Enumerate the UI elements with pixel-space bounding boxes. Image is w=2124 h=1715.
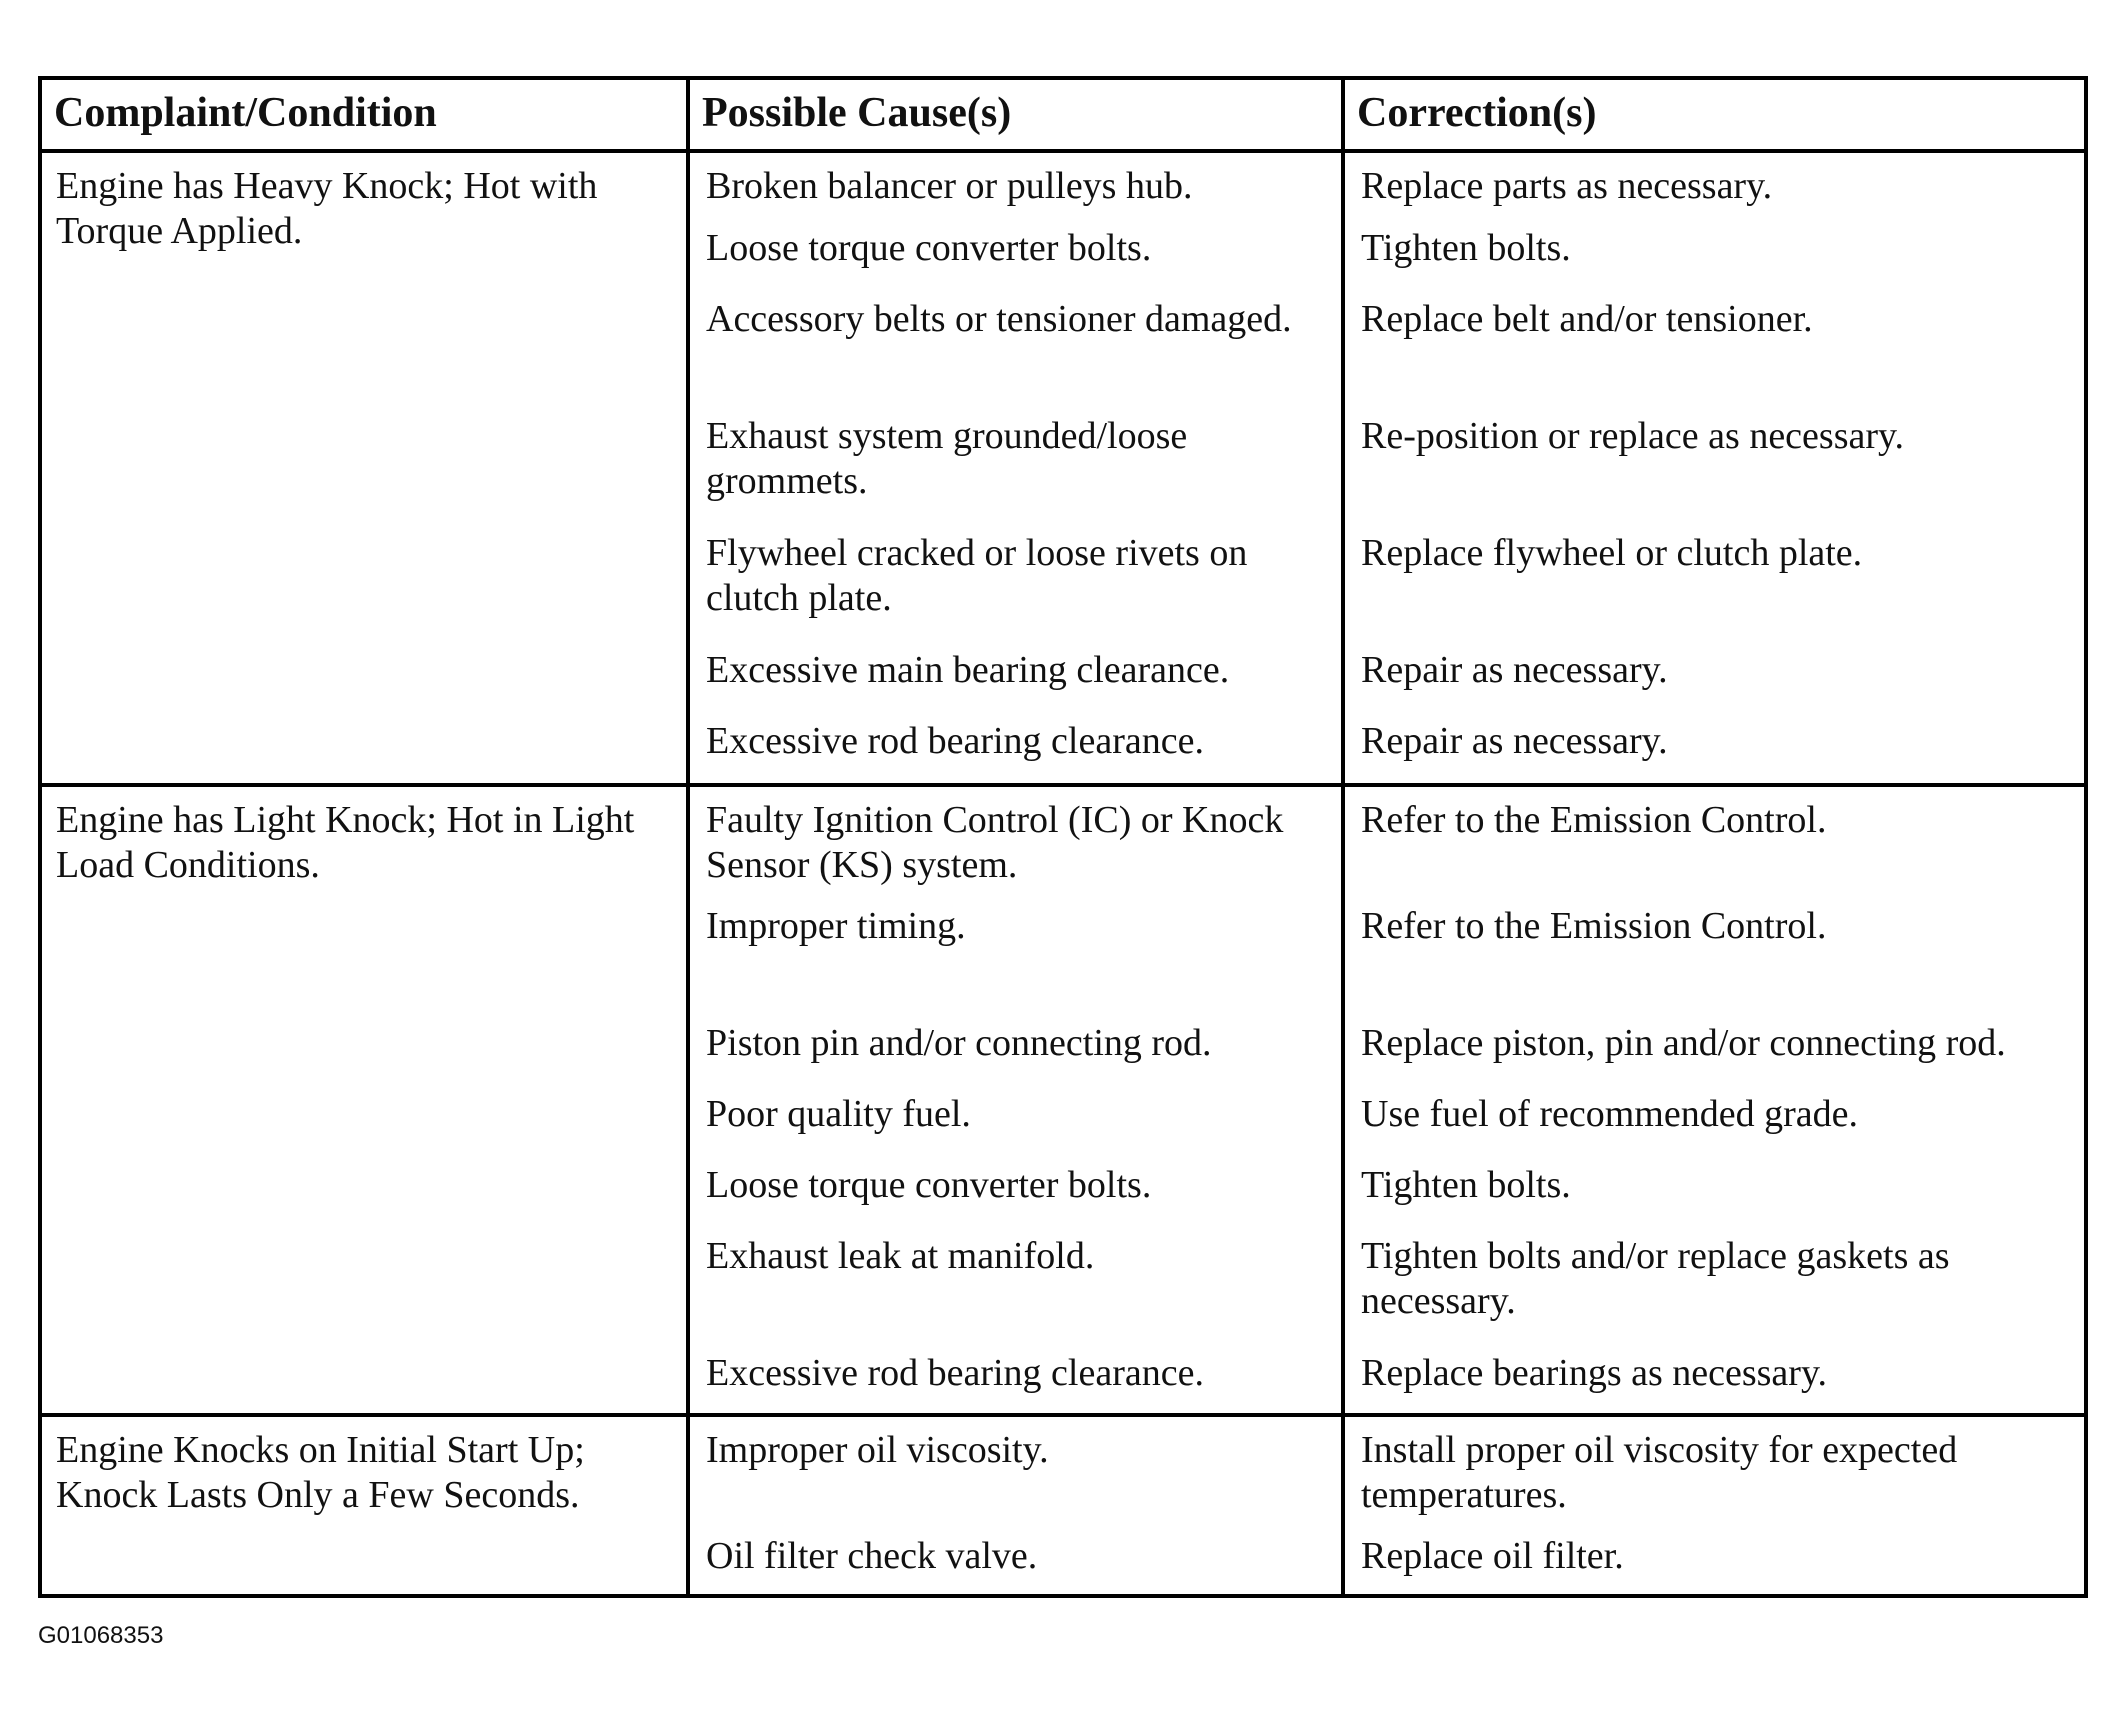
troubleshooting-table: [38, 76, 2088, 1598]
correction-cell: [1345, 153, 2084, 787]
correction-item: Repair as necessary.: [1361, 720, 1668, 762]
cause-item: Accessory belts or tensioner damaged.: [706, 298, 1292, 340]
cause-item: Excessive rod bearing clearance.: [706, 1352, 1204, 1394]
correction-item: Tighten bolts.: [1361, 1164, 1571, 1206]
correction-cell: [1345, 787, 2084, 1417]
cause-item: Exhaust leak at manifold.: [706, 1235, 1095, 1277]
cause-item: Faulty Ignition Control (IC) or Knock Sensor (KS) system.: [706, 799, 1293, 886]
correction-item: Replace parts as necessary.: [1361, 165, 1773, 207]
correction-item: Replace oil filter.: [1361, 1535, 1624, 1577]
correction-item: Install proper oil viscosity for expected temperatures.: [1361, 1429, 1967, 1516]
cause-item: Flywheel cracked or loose rivets on clutch plate.: [706, 532, 1257, 619]
correction-cell: [1345, 1417, 2084, 1594]
cause-item: Excessive rod bearing clearance.: [706, 720, 1204, 762]
cause-item: Piston pin and/or connecting rod.: [706, 1022, 1212, 1064]
cause-item: Oil filter check valve.: [706, 1535, 1038, 1577]
condition-cell: Engine has Light Knock; Hot in Light Load Conditions.: [42, 787, 690, 1417]
cause-item: Poor quality fuel.: [706, 1093, 971, 1135]
cause-item: Improper timing.: [706, 905, 966, 947]
header-cause: Possible Cause(s): [690, 80, 1345, 153]
cause-item: Exhaust system grounded/loose grommets.: [706, 415, 1197, 502]
correction-item: Refer to the Emission Control.: [1361, 799, 1827, 841]
correction-item: Replace belt and/or tensioner.: [1361, 298, 1813, 340]
header-correction: Correction(s): [1345, 80, 2084, 153]
correction-item: Use fuel of recommended grade.: [1361, 1093, 1858, 1135]
cause-cell: [690, 787, 1345, 1417]
correction-item: Replace piston, pin and/or connecting rod.: [1361, 1022, 2006, 1064]
header-complaint: Complaint/Condition: [42, 80, 690, 153]
cause-cell: [690, 153, 1345, 787]
correction-item: Re-position or replace as necessary.: [1361, 415, 1905, 457]
correction-item: Refer to the Emission Control.: [1361, 905, 1827, 947]
correction-item: Tighten bolts and/or replace gaskets as necessary.: [1361, 1235, 1960, 1322]
correction-item: Repair as necessary.: [1361, 649, 1668, 691]
cause-item: Improper oil viscosity.: [706, 1429, 1049, 1471]
cause-item: Excessive main bearing clearance.: [706, 649, 1230, 691]
cause-item: Broken balancer or pulleys hub.: [706, 165, 1193, 207]
correction-item: Replace bearings as necessary.: [1361, 1352, 1827, 1394]
condition-cell: Engine has Heavy Knock; Hot with Torque Applied.: [42, 153, 690, 787]
cause-item: Loose torque converter bolts.: [706, 227, 1152, 269]
correction-item: Replace flywheel or clutch plate.: [1361, 532, 1863, 574]
cause-item: Loose torque converter bolts.: [706, 1164, 1152, 1206]
correction-item: Tighten bolts.: [1361, 227, 1571, 269]
cause-cell: [690, 1417, 1345, 1594]
figure-code: G01068353: [38, 1622, 164, 1649]
condition-cell: Engine Knocks on Initial Start Up; Knock Lasts Only a Few Seconds.: [42, 1417, 690, 1594]
